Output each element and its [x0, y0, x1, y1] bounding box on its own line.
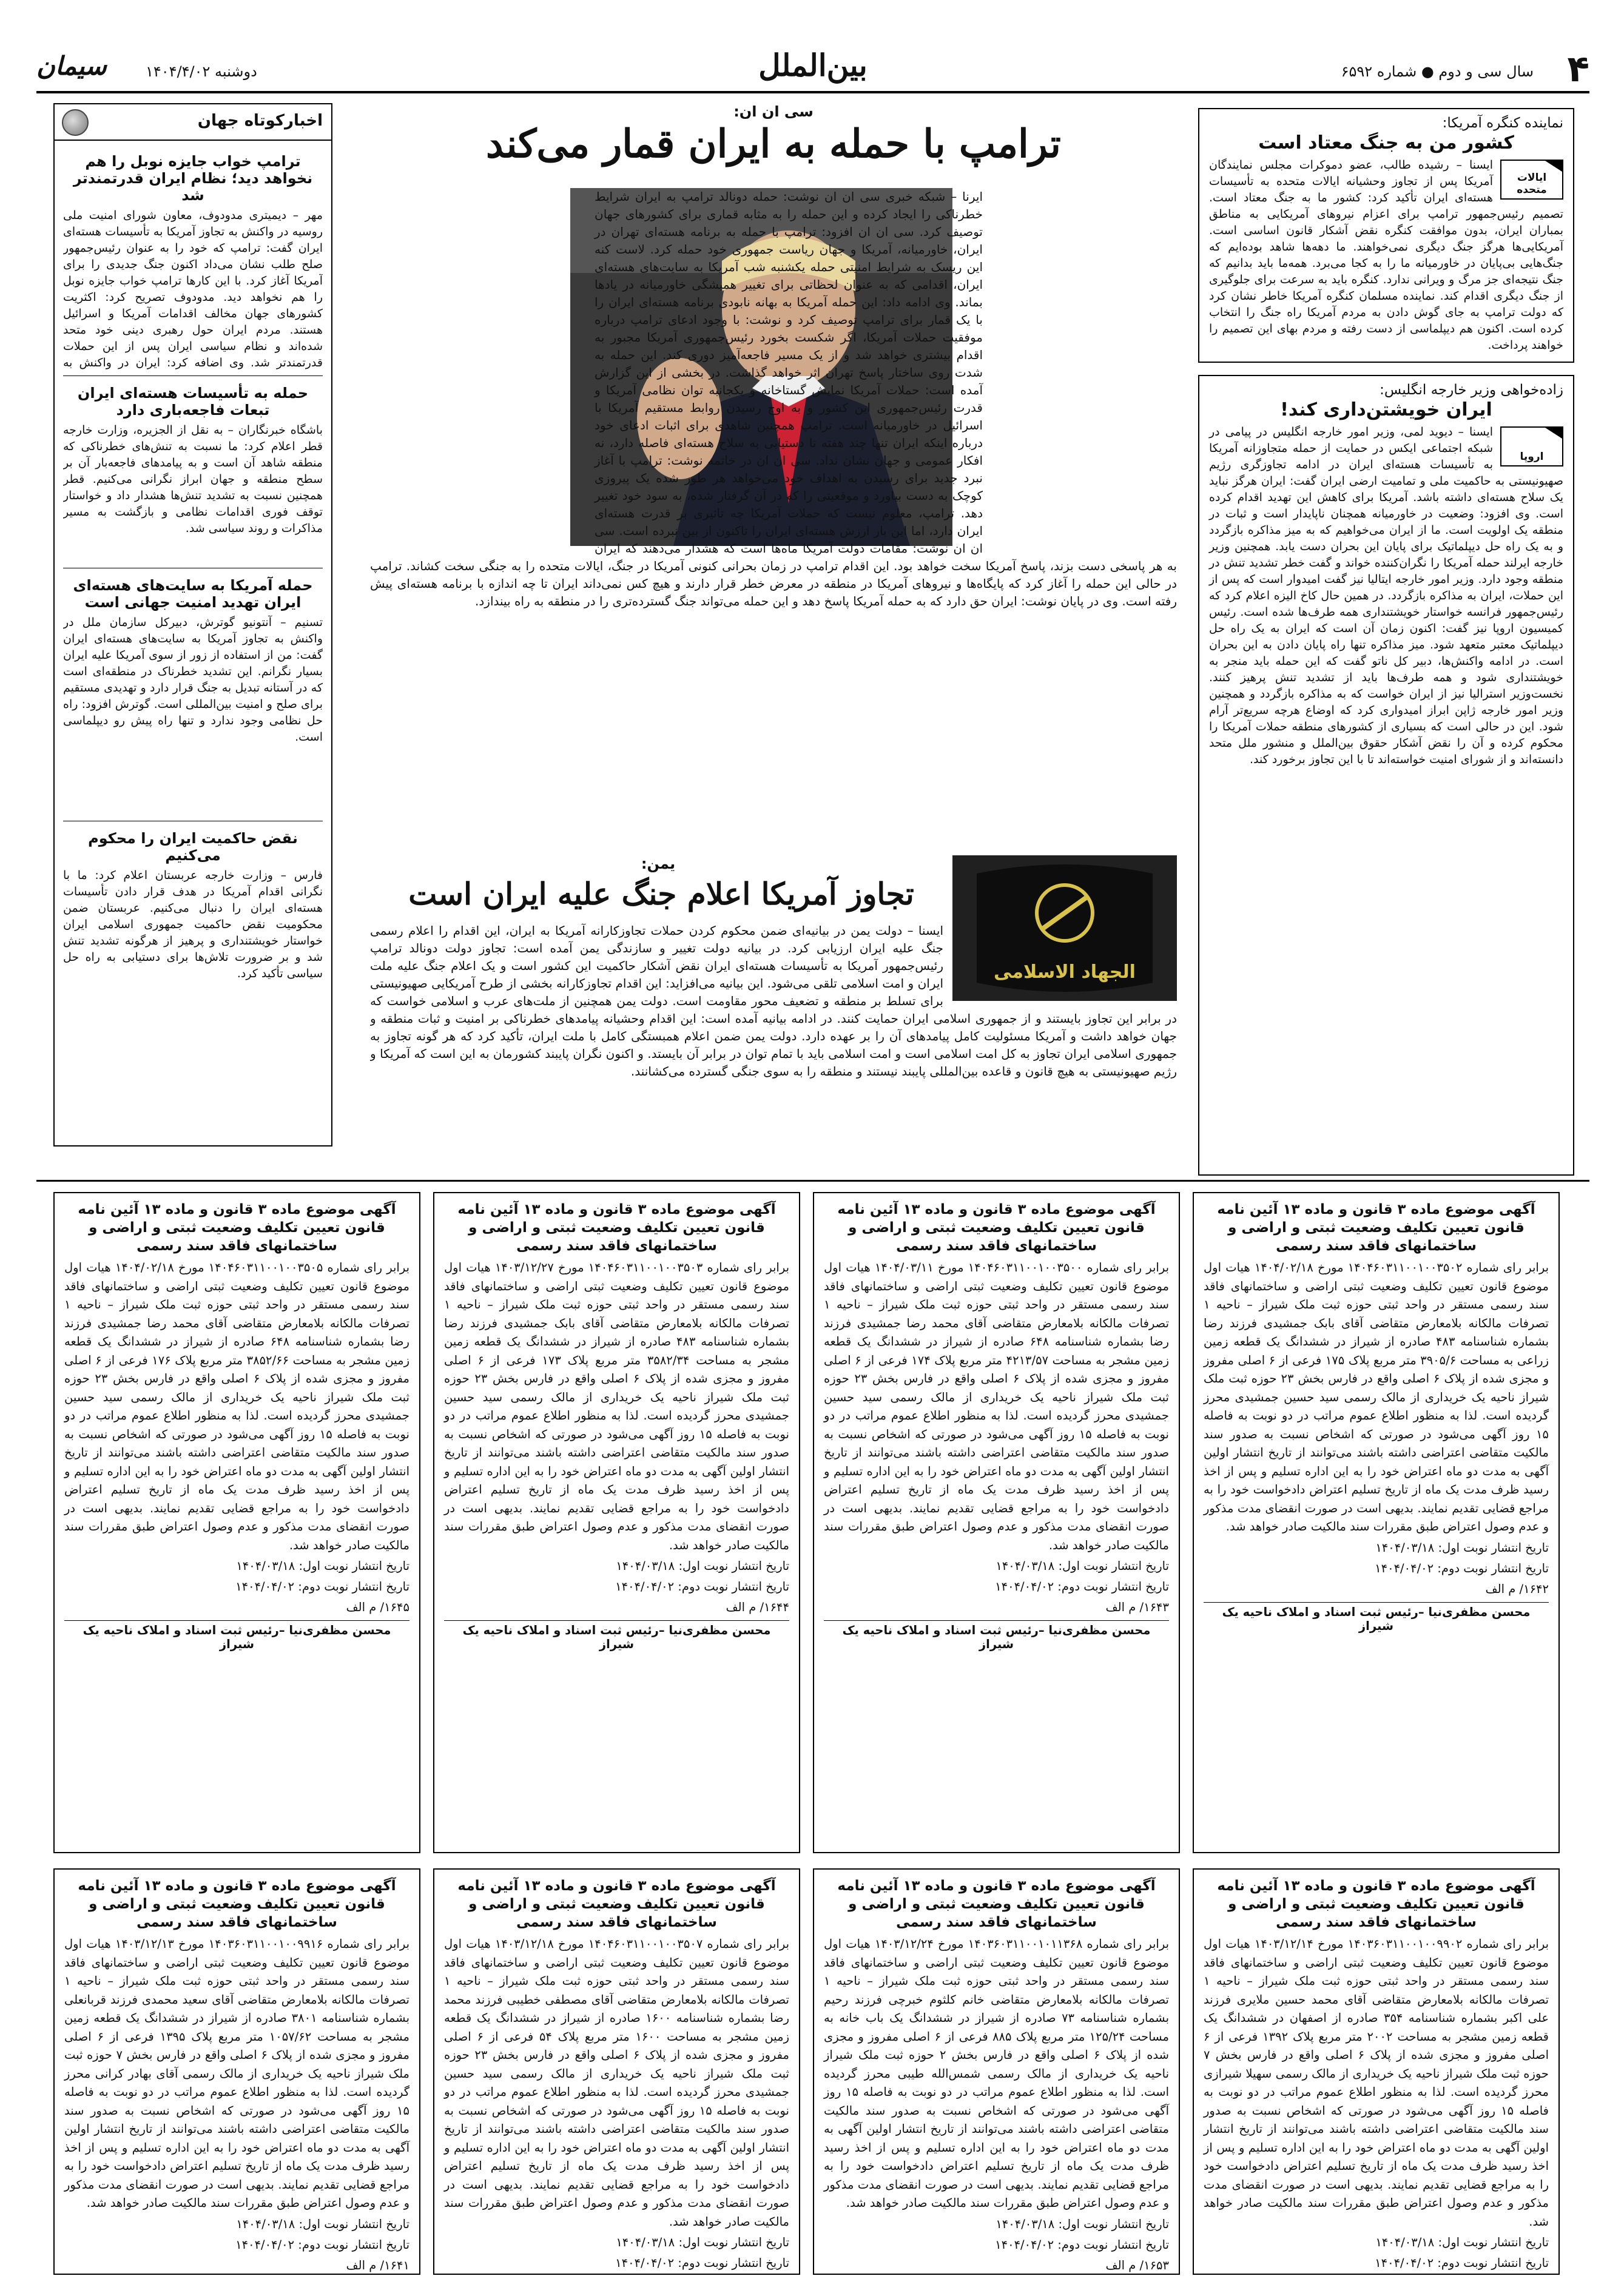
notice-date-second: تاریخ انتشار نوبت دوم: ۱۴۰۴/۰۴/۰۲ — [615, 2256, 789, 2270]
wrap-spacer-left — [370, 188, 595, 546]
notice-date-first: تاریخ انتشار نوبت اول: ۱۴۰۴/۰۳/۱۸ — [616, 2235, 789, 2249]
notice-text: برابر رای شماره ۱۴۰۴۶۰۳۱۱۰۰۱۰۰۳۵۰۰ مورخ ۱۴۰۴/۰۳/۱۱ هیات اول موضوع قانون تعیین تکلیف وضعیت ثبتی اراضی و ساختمانهای فاقد سند رسمی مستقر در واحد ثبتی حوزه ثبت ملک شیراز – ناحیه ۱ تصرفات مالکانه بلامعارض متقاضی آقای محمد رضا جمشیدی فرزند رضا بشماره شناسنامه ۶۴۸ صادره از شیراز در ششدانگ یک قطعه زمین مشجر به مساحت ۴۲۱۳/۵۷ متر مربع پلاک ۱۷۴ فرعی از ۶ اصلی مفروز و مجزی شده از پلاک ۶ اصلی واقع در فارس بخش ۲۳ حوزه ثبت ملک شیراز ناحیه یک خریداری از مالک رسمی سید حسین جمشیدی محرز گردیده است. لذا به منظور اطلاع عموم مراتب در دو نوبت به فاصله ۱۵ روز آگهی می‌شود در صورتی که اشخاص نسبت به صدور سند مالکیت متقاضی اعتراضی داشته باشند می‌توانند از تاریخ انتشار اولین آگهی به مدت دو ماه اعتراض خود را به این اداره تسلیم و پس از اخذ رسید ظرف مدت یک ماه از تاریخ تسلیم اعتراض دادخواست خود را به مراجع قضایی تقدیم نمایند. بدیهی است در صورت انقضای مدت مذکور و عدم وصول اعتراض طبق مقررات سند مالکیت صادر خواهد شد. — [824, 1261, 1170, 1552]
sidebar-item-text: مهر – دیمیتری مدودوف، معاون شورای امنیت ملی روسیه در واکنش به تجاوز آمریکا به تأسیسات هسته‌ای ایران گفت: ترامپ که خود را به عنوان رئیس‌جمهور صلح طلب نشان می‌داد اکنون جنگ جدیدی را برای آمریکا آغاز کرد. با این کارها ترامپ خواب جایزه نوبل را هم نخواهد دید. مدودوف تصریح کرد: اکثریت کشورهای جهان مخالف اقدامات آمریکا و اسرائیل هستند. مردم ایران حول رهبری دینی خود متحد شده‌اند و نظام سیاسی ایران پس از این حملات قدرتمندتر شد. وی اضافه کرد: ایران در واکنش به — [63, 209, 323, 369]
page-number: ۴ — [1567, 48, 1589, 90]
article-headline: ایران خویشتن‌داری کند! — [1280, 399, 1492, 420]
sidebar-item — [63, 573, 323, 816]
sidebar-item-title: حمله آمریکا به سایت‌های هسته‌ای ایران تهدید امنیت جهانی است — [73, 577, 313, 611]
notice-date-first: تاریخ انتشار نوبت اول: ۱۴۰۴/۰۳/۱۸ — [236, 2217, 409, 2231]
notice-date-second: تاریخ انتشار نوبت دوم: ۱۴۰۴/۰۴/۰۲ — [235, 2237, 409, 2252]
article-text: ایسنا – رشیده طالب، عضو دموکرات مجلس نمایندگان آمریکا پس از تجاوز وحشیانه ایالات متحده به تأسیسات هسته‌ای ایران تأکید کرد: کشور ما به جنگ معتاد است. تصمیم رئیس‌جمهور ترامپ برای اعزام نیروهای آمریکایی به مناطق بمباران ایران، بدون موافقت کنگره نقض آشکار قانون اساسی است. آمریکایی‌ها هرگز جنگ دیگری نمی‌خواهند. ما دهه‌ها شاهد بوده‌ایم که جنگ‌هایی بی‌پایان در خاورمیانه ما را به کجا می‌برد. همه‌ما باید بدانیم که جنگ نتیجه‌ای جز مرگ و ویرانی ندارد. کنگره باید به سرعت برای جلوگیری از جنگ دیگری اقدام کند. نماینده مسلمان کنگره آمریکا خاطر نشان کرد که دولت ترامپ به جای گوش دادن به مردم آمریکا راه جنگ را انتخاب کرده است. اکنون هم دیپلماسی از دست رفته و مردم بهای این تصمیم را خواهند پرداخت. — [1209, 158, 1563, 352]
sidebar-item-title: حمله به تأسیسات هسته‌ای ایران تبعات فاجعه‌باری دارد — [77, 385, 309, 419]
region-badge: اروپا — [1500, 426, 1563, 466]
legal-notice — [1193, 1192, 1560, 1853]
notice-text: برابر رای شماره ۱۴۰۴۶۰۳۱۱۰۰۱۰۰۳۵۰۲ مورخ ۱۴۰۴/۰۲/۱۸ هیات اول موضوع قانون تعیین تکلیف وضعیت ثبتی اراضی و ساختمانهای فاقد سند رسمی مستقر در واحد ثبتی حوزه ثبت ملک شیراز – ناحیه ۱ تصرفات مالکانه بلامعارض متقاضی آقای بابک جمشیدی فرزند رضا بشماره شناسنامه ۴۸۳ صادره از شیراز در ششدانگ یک قطعه زمین زراعی به مساحت ۳۹۰۵/۶ متر مربع پلاک ۱۷۵ فرعی از ۶ اصلی مفروز و مجزی شده از پلاک ۶ اصلی واقع در فارس بخش ۲۳ حوزه ثبت ملک شیراز ناحیه یک خریداری از مالک رسمی سید حسین جمشیدی محرز گردیده است. لذا به منظور اطلاع عموم مراتب در دو نوبت به فاصله ۱۵ روز آگهی می‌شود در صورتی که اشخاص نسبت به صدور سند مالکیت متقاضی اعتراضی داشته باشند می‌توانند از تاریخ انتشار اولین آگهی به مدت دو ماه اعتراض خود را به این اداره تسلیم و پس از اخذ رسید ظرف مدت یک ماه از تاریخ تسلیم اعتراض دادخواست خود را به مراجع قضایی تقدیم نمایند. بدیهی است در صورت انقضای مدت مذکور و عدم وصول اعتراض طبق مقررات سند مالکیت صادر خواهد شد. — [1204, 1261, 1549, 1534]
article-text: ایسنا – دیوید لمی، وزیر امور خارجه انگلیس در پیامی در شبکه اجتماعی ایکس در حمایت از حمله متجاوزانه آمریکا به تأسیسات هسته‌ای ایران در ادامه تجاوزگری رژیم صهیونیستی به حاکمیت ملی و تمامیت ارضی ایران گفت: ایران هرگز نباید یک سلاح هسته‌ای داشته باشد. آمریکا برای کاهش این تهدید اقدام کرده است. وی افزود: وضعیت در خاورمیانه همچنان ناپایدار است و ثبات در منطقه یک اولویت است. ما از ایران می‌خواهیم که به میز مذاکره بازگردد و به یک راه حل دیپلماتیک برای پایان این بحران دست یابد. همچنین وزیر خارجه ایرلند حمله آمریکا را نگران‌کننده خواند و گفت خطر تشدید تنش در منطقه وجود دارد. وزیر امور خارجه ایتالیا نیز گفت امیدوار است که پس از این حملات، ایران به مذاکره بازگردد. در همین حال کاخ الیزه اعلام کرد که رئیس‌جمهور فرانسه خواستار خویشتنداری همه طرف‌ها شده است. رئیس کمیسیون اروپا نیز گفت: اکنون زمان آن است که ایران به یک راه حل دیپلماتیک معتبر متعهد شود. میز مذاکره تنها راه پایان دادن به این بحران است. در ادامه واکنش‌ها، دبیر کل ناتو گفت که این حمله باید منجر به خویشتنداری شود و همه طرف‌ها باید از تشدید تنش پرهیز کنند. نخست‌وزیر استرالیا نیز از ایران خواست که به مذاکره بازگردد و همچنین وزیر امور خارجه ژاپن ابراز امیدواری کرد که اوضاع هرچه سریع‌تر آرام شود. این در حالی است که بسیاری از کشورهای منطقه حملات آمریکا را محکوم کرده و آن را نقض آشکار حقوق بین‌الملل و منشور ملل متحد دانسته‌اند و از شورای امنیت خواسته‌اند تا با این تجاوز برخورد کند. — [1209, 425, 1563, 766]
sidebar-item — [63, 381, 323, 563]
sidebar-title: اخبارکوتاه جهان — [197, 112, 323, 130]
arrow-icon — [1545, 428, 1562, 439]
notice-date-first: تاریخ انتشار نوبت اول: ۱۴۰۴/۰۳/۱۸ — [616, 1559, 789, 1573]
notice-date-first: تاریخ انتشار نوبت اول: ۱۴۰۴/۰۳/۱۸ — [996, 1559, 1169, 1573]
notice-title: آگهی موضوع ماده ۳ قانون و ماده ۱۳ آئین نامه قانون تعیین تکلیف وضعیت ثبتی و اراضی و ساختمانهای فاقد سند رسمی — [837, 1878, 1156, 1930]
masthead-rule — [36, 91, 1589, 93]
wrap-spacer — [943, 922, 1177, 1007]
notice-code: ۱۶۴۵/ م الف — [346, 1600, 409, 1614]
notice-title: آگهی موضوع ماده ۳ قانون و ماده ۱۳ آئین نامه قانون تعیین تکلیف وضعیت ثبتی و اراضی و ساختمانهای فاقد سند رسمی — [1217, 1202, 1535, 1254]
logo: سیمان — [36, 51, 107, 81]
section-divider — [36, 1180, 1589, 1182]
legal-notice — [813, 1192, 1180, 1853]
article-body — [370, 188, 1177, 846]
article-headline: کشور من به جنگ معتاد است — [1258, 132, 1514, 153]
photo-caption: الجهاد الاسلامی — [994, 961, 1136, 983]
notice-text: برابر رای شماره ۱۴۰۳۶۰۳۱۱۰۰۱۰۱۱۳۶۸ مورخ ۱۴۰۳/۱۲/۲۴ هیات اول موضوع قانون تعیین تکلیف وضعیت ثبتی اراضی و ساختمانهای فاقد سند رسمی مستقر در واحد ثبتی حوزه ثبت ملک شیراز – ناحیه ۱ تصرفات مالکانه بلامعارض متقاضی خانم کلثوم خبرچی فرزند رحیم بشماره شناسنامه ۷۳ صادره از شیراز در ششدانگ یک باب خانه به مساحت ۱۲۵/۲۴ متر مربع پلاک ۸۸۵ فرعی از ۶ اصلی مفروز و مجزی شده از پلاک ۶ اصلی واقع در فارس بخش ۲ حوزه ثبت ملک شیراز ناحیه یک خریداری از مالک رسمی شمس‌الله طیبی محرز گردیده است. لذا به منظور اطلاع عموم مراتب در دو نوبت به فاصله ۱۵ روز آگهی می‌شود در صورتی که اشخاص نسبت به صدور سند مالکیت متقاضی اعتراضی داشته باشند می‌توانند از تاریخ انتشار اولین آگهی به مدت دو ماه اعتراض خود را به این اداره تسلیم و پس از اخذ رسید ظرف مدت یک ماه از تاریخ تسلیم اعتراض دادخواست خود را به مراجع قضایی تقدیم نمایند. بدیهی است در صورت انقضای مدت مذکور و عدم وصول اعتراض طبق مقررات سند مالکیت صادر خواهد شد. — [824, 1937, 1170, 2210]
legal-notice — [1193, 1868, 1560, 2275]
sidebar-header — [55, 104, 331, 141]
notice-signature: محسن مظفری‌نیا –رئیس ثبت اسناد و املاک ناحیه یک شیراز — [824, 1620, 1169, 1651]
notice-text: برابر رای شماره ۱۴۰۴۶۰۳۱۱۰۰۱۰۰۳۵۰۷ مورخ ۱۴۰۳/۱۲/۱۸ هیات اول موضوع قانون تعیین تکلیف وضعیت ثبتی اراضی و ساختمانهای فاقد سند رسمی مستقر در واحد ثبتی حوزه ثبت ملک شیراز – ناحیه ۱ تصرفات مالکانه بلامعارض متقاضی آقای مصطفی خطیبی فرزند محمد رضا بشماره شناسنامه ۱۶۰۰ صادره از شیراز در ششدانگ یک قطعه زمین مشجر به مساحت ۱۶۰۰ متر مربع پلاک ۵۴ فرعی از ۶ اصلی مفروز و مجزی شده از پلاک ۶ اصلی واقع در فارس بخش ۲۳ حوزه ثبت ملک شیراز ناحیه یک خریداری از مالک رسمی سید حسین جمشیدی محرز گردیده است. لذا به منظور اطلاع عموم مراتب در دو نوبت به فاصله ۱۵ روز آگهی می‌شود در صورتی که اشخاص نسبت به صدور سند مالکیت متقاضی اعتراضی داشته باشند می‌توانند از تاریخ انتشار اولین آگهی به مدت دو ماه اعتراض خود را به این اداره تسلیم و پس از اخذ رسید ظرف مدت یک ماه از تاریخ تسلیم اعتراض دادخواست خود را به مراجع قضایی تقدیم نمایند. بدیهی است در صورت انقضای مدت مذکور و عدم وصول اعتراض طبق مقررات سند مالکیت صادر خواهد شد. — [444, 1937, 790, 2229]
region-badge: ایالات متحده — [1500, 160, 1563, 200]
sidebar-item — [63, 149, 323, 371]
notice-text: برابر رای شماره ۱۴۰۳۶۰۳۱۱۰۰۱۰۰۹۹۰۲ مورخ ۱۴۰۳/۱۲/۱۴ هیات اول موضوع قانون تعیین تکلیف وضعیت ثبتی اراضی و ساختمانهای فاقد سند رسمی مستقر در واحد ثبتی حوزه ثبت ملک شیراز – ناحیه ۱ تصرفات مالکانه بلامعارض متقاضی آقای محمد حسین ملایری فرزند علی اکبر بشماره شناسنامه ۳۵۴ صادره از اصفهان در ششدانگ یک قطعه زمین مشجر به مساحت ۲۰۰۲ متر مربع پلاک ۱۳۹۲ فرعی از ۶ اصلی مفروز و مجزی شده از پلاک ۶ اصلی واقع در فارس بخش ۷ حوزه ثبت ملک شیراز ناحیه یک خریداری از مالک رسمی سهیلا شیرازی محرز گردیده است. لذا به منظور اطلاع عموم مراتب در دو نوبت به فاصله ۱۵ روز آگهی می‌شود در صورتی که اشخاص نسبت به صدور سند مالکیت متقاضی اعتراضی داشته باشند می‌توانند از تاریخ انتشار اولین آگهی به مدت دو ماه اعتراض خود را به این اداره تسلیم و پس از اخذ رسید ظرف مدت یک ماه از تاریخ تسلیم اعتراض دادخواست خود را به مراجع قضایی تقدیم نمایند. بدیهی است در صورت انقضای مدت مذکور و عدم وصول اعتراض طبق مقررات سند مالکیت صادر خواهد شد. — [1204, 1937, 1549, 2229]
sidebar-item-text: باشگاه خبرنگاران – به نقل از الجزیره، وزارت خارجه قطر اعلام کرد: ما نسبت به تنش‌های خطرناکی که منطقه شاهد آن است و به پیامدهای فاجعه‌بار آن بر سطح منطقه و جهان ابراز نگرانی می‌کنیم. قطر همچنین نسبت به تشدید تنش‌ها هشدار داد و خواستار توقف فوری اقدامات نظامی و بازگشت به مسیر مذاکرات و روند سیاسی شد. — [63, 423, 323, 535]
article-text: ایرنا – شبکه خبری سی ان ان نوشت: حمله دونالد ترامپ به ایران شرایط خطرناکی را ایجاد کرده و این حمله را به مثابه قماری برای کشورهای جهان توصیف کرد. سی ان ان افزود: ترامپ با حمله به برنامه هسته‌ای تهران در ایران، خاورمیانه، آمریکا و جهان ریاست جمهوری خود حمله کرد. لاست کنه این ریسک به شرایط امنیتی حمله یکشنبه شب آمریکا به سایت‌های هسته‌ای ایران، اقدامی که به عنوان لحظاتی برای تغییر همیشگی خاورمیانه در یادها بماند. وی ادامه داد: این حمله آمریکا به بهانه نابودی برنامه هسته‌ای ایران را با یک قمار برای ترامپ توصیف کرد و نوشت: با وجود ادعای ترامپ درباره موفقیت حملات آمریکا، اگر شکست بخورد رئیس‌جمهوری آمریکا مجبور به اقدام بیشتری خواهد شد و از یک مسیر فاجعه‌آمیز دوری کند. این حمله به شدت روی ساختار پاسخ تهران اثر خواهد گذاشت. در بخشی از این گزارش آمده است: حملات آمریکا نمایش گستاخانه و یکجانبه توان نظامی آمریکا و قدرت رئیس‌جمهوری این کشور و به اوج رسیدن روابط مستقیم آمریکا با اسرائیل در خاورمیانه است. ترامپ همچنین شاهدی برای اثبات ادعای خود درباره اینکه ایران تنها چند هفته تا دستیابی به سلاح هسته‌ای فاصله دارد، نه افکار عمومی و جهان نشان نداد. سی ان ان در خاتمه نوشت: ترامپ با آغاز نبرد جدید برای رسیدن به اهداف خود می‌خواهد هر طور شده یک پیروزی کوچک به دست بیاورد و موقعیتی را که در آن گرفتار شده، به سود خود تغییر دهد. ترامپ، معلوم نیست که حملات آمریکا چه تاثیری بر قدرت هسته‌ای ایران دارد، اما این بار ارزش هسته‌ای ایران را تاکنون از بین نبرده است. سی ان ان نوشت: مقامات دولت آمریکا ماه‌ها است که هشدار می‌دهند که ایران به هر پاسخی دست بزند، پاسخ آمریکا سخت خواهد بود. این اقدام ترامپ در زمان بحرانی کنونی آمریکا در جنگ، ایالات متحده را به جنگی سخت کشاند. ترامپ در حالی این حمله را آغاز کرد که پایگاه‌ها و نیروهای آمریکا در منطقه در معرض خطر قرار دارند و هیچ کس نمی‌داند ایران تا چه اندازه با برنامه هسته‌ای پیش رفته است. وی در پایان نوشت: ایران حق دارد که به حمله آمریکا پاسخ دهد و این حمله می‌تواند جنگ گسترده‌تری را در منطقه به راه بیندازد. — [370, 189, 1177, 608]
notice-signature: محسن مظفری‌نیا –رئیس ثبت اسناد و املاک ناحیه یک شیراز — [444, 1620, 789, 1651]
masthead — [36, 47, 1589, 90]
notice-code: ۱۶۴۲/ م الف — [1485, 1581, 1549, 1596]
notice-date-second: تاریخ انتشار نوبت دوم: ۱۴۰۴/۰۴/۰۲ — [1375, 1561, 1549, 1575]
issue-info: سال سی و دوم ● شماره ۶۵۹۲ — [1341, 63, 1534, 80]
globe-icon — [62, 109, 89, 136]
wrap-spacer-right — [983, 188, 1177, 546]
notice-title: آگهی موضوع ماده ۳ قانون و ماده ۱۳ آئین نامه قانون تعیین تکلیف وضعیت ثبتی و اراضی و ساختمانهای فاقد سند رسمی — [457, 1878, 776, 1930]
legal-notice — [53, 1868, 420, 2275]
notice-text: برابر رای شماره ۱۴۰۳۶۰۳۱۱۰۰۱۰۰۹۹۱۶ مورخ ۱۴۰۳/۱۲/۱۳ هیات اول موضوع قانون تعیین تکلیف وضعیت ثبتی اراضی و ساختمانهای فاقد سند رسمی مستقر در واحد ثبتی حوزه ثبت ملک شیراز – ناحیه ۱ تصرفات مالکانه بلامعارض متقاضی آقای سعید محمدی فرزند قربانعلی بشماره شناسنامه ۳۸۰۱ صادره از شیراز در ششدانگ یک قطعه زمین مشجر به مساحت ۱۰۵۷/۶۲ متر مربع پلاک ۱۳۹۵ فرعی از ۶ اصلی مفروز و مجزی شده از پلاک ۶ اصلی واقع در فارس بخش ۷ حوزه ثبت ملک شیراز ناحیه یک خریداری از مالک رسمی آقای بهادر کرانی محرز گردیده است. لذا به منظور اطلاع عموم مراتب در دو نوبت به فاصله ۱۵ روز آگهی می‌شود در صورتی که اشخاص نسبت به صدور سند مالکیت متقاضی اعتراضی داشته باشند می‌توانند از تاریخ انتشار اولین آگهی به مدت دو ماه اعتراض خود را به این اداره تسلیم و پس از اخذ رسید ظرف مدت یک ماه از تاریخ تسلیم اعتراض دادخواست خود را به مراجع قضایی تقدیم نمایند. بدیهی است در صورت انقضای مدت مذکور و عدم وصول اعتراض طبق مقررات سند مالکیت صادر خواهد شد. — [64, 1937, 410, 2210]
notice-title: آگهی موضوع ماده ۳ قانون و ماده ۱۳ آئین نامه قانون تعیین تکلیف وضعیت ثبتی و اراضی و ساختمانهای فاقد سند رسمی — [837, 1202, 1156, 1254]
date: دوشنبه ۱۴۰۴/۴/۰۲ — [146, 63, 257, 80]
article-text: ایسنا – دولت یمن در بیانیه‌ای ضمن محکوم کردن حملات تجاوزکارانه آمریکا به ایران، این اقدام را اعلام رسمی جنگ علیه ایران ارزیابی کرد. در بیانیه دولت تغییر و سازندگی یمن آمده است: تجاوز دولت دونالد ترامپ رئیس‌جمهور آمریکا به تأسیسات هسته‌ای ایران نقض آشکار حاکمیت این کشور است و یک اعلام جنگ علیه ملت ایران و امت اسلامی تلقی می‌شود. این بیانیه می‌افزاید: این اقدام تجاوزکارانه بخشی از طرح آمریکایی صهیونیستی برای تسلط بر منطقه و تضعیف محور مقاومت است. دولت یمن همچنین از ملت‌های عرب و اسلامی خواست که در برابر این تجاوز بایستند و از جمهوری اسلامی ایران حمایت کنند. در ادامه بیانیه آمده است: این اقدام وحشیانه پیامدهای خطرناکی بر امنیت و ثبات منطقه و جهان خواهد داشت و آمریکا مسئولیت کامل پیامدهای آن را بر عهده دارد. دولت یمن ضمن اعلام همبستگی کامل با ملت ایران، تأکید کرد که هر گونه تجاوز به جمهوری اسلامی ایران تجاوز به کل امت اسلامی است و امت اسلامی باید با تمام توان در برابر آن بایستد. و اکنون نگران پایبند کشورمان به این است که آمریکا و رژیم صهیونیستی به هیچ قانون و قاعده بین‌المللی پایبند نیستند و منطقه را به سوی جنگی گسترده می‌کشانند. — [370, 923, 1177, 1079]
article-headline: ترامپ با حمله به ایران قمار می‌کند — [486, 121, 1061, 167]
notice-text: برابر رای شماره ۱۴۰۴۶۰۳۱۱۰۰۱۰۰۳۵۰۳ مورخ ۱۴۰۳/۱۲/۲۷ هیات اول موضوع قانون تعیین تکلیف وضعیت ثبتی اراضی و ساختمانهای فاقد سند رسمی مستقر در واحد ثبتی حوزه ثبت ملک شیراز – ناحیه ۱ تصرفات مالکانه بلامعارض متقاضی آقای بابک جمشیدی فرزند رضا بشماره شناسنامه ۴۸۳ صادره از شیراز در ششدانگ یک قطعه زمین مشجر به مساحت ۳۵۸۲/۳۴ متر مربع پلاک ۱۷۳ فرعی از ۶ اصلی مفروز و مجزی شده از پلاک ۶ اصلی واقع در فارس بخش ۲۳ حوزه ثبت ملک شیراز ناحیه یک خریداری از مالک رسمی سید حسین جمشیدی محرز گردیده است. لذا به منظور اطلاع عموم مراتب در دو نوبت به فاصله ۱۵ روز آگهی می‌شود در صورتی که اشخاص نسبت به صدور سند مالکیت متقاضی اعتراضی داشته باشند می‌توانند از تاریخ انتشار اولین آگهی به مدت دو ماه اعتراض خود را به این اداره تسلیم و پس از اخذ رسید ظرف مدت یک ماه از تاریخ تسلیم اعتراض دادخواست خود را به مراجع قضایی تقدیم نمایند. بدیهی است در صورت انقضای مدت مذکور و عدم وصول اعتراض طبق مقررات سند مالکیت صادر خواهد شد. — [444, 1261, 790, 1552]
notice-title: آگهی موضوع ماده ۳ قانون و ماده ۱۳ آئین نامه قانون تعیین تکلیف وضعیت ثبتی و اراضی و ساختمانهای فاقد سند رسمی — [78, 1202, 396, 1254]
right-article-uk — [1198, 375, 1574, 1176]
arrow-icon — [1545, 161, 1562, 172]
article-body — [370, 922, 1177, 1171]
sidebar-item-text: فارس – وزارت خارجه عربستان اعلام کرد: ما با نگرانی اقدام آمریکا در هدف قرار دادن تأسیسات هسته‌ای ایران را دنبال می‌کنیم. عربستان ضمن محکومیت نقض حاکمیت جمهوری اسلامی ایران خواستار خویشتنداری و پرهیز از هرگونه تشدید تنش شد و بر ضرورت تلاش‌ها برای دستیابی به راه حل سیاسی تأکید کرد. — [63, 869, 323, 980]
legal-notice — [53, 1192, 420, 1853]
article-kicker: زاده‌خواهی وزیر خارجه انگلیس: — [1380, 382, 1563, 398]
notice-code: ۱۶۴۳/ م الف — [1105, 1600, 1169, 1614]
legal-notice — [433, 1868, 800, 2275]
notice-date-first: تاریخ انتشار نوبت اول: ۱۴۰۴/۰۳/۱۸ — [236, 1559, 409, 1573]
article-headline: تجاوز آمریکا اعلام جنگ علیه ایران است — [408, 876, 914, 912]
notice-date-second: تاریخ انتشار نوبت دوم: ۱۴۰۴/۰۴/۰۲ — [235, 1580, 409, 1594]
notice-date-second: تاریخ انتشار نوبت دوم: ۱۴۰۴/۰۴/۰۲ — [995, 2237, 1169, 2252]
notice-date-first: تاریخ انتشار نوبت اول: ۱۴۰۴/۰۳/۱۸ — [996, 2217, 1169, 2231]
notice-date-first: تاریخ انتشار نوبت اول: ۱۴۰۴/۰۳/۱۸ — [1375, 2235, 1549, 2249]
main-article — [370, 103, 1177, 849]
notice-title: آگهی موضوع ماده ۳ قانون و ماده ۱۳ آئین نامه قانون تعیین تکلیف وضعیت ثبتی و اراضی و ساختمانهای فاقد سند رسمی — [78, 1878, 396, 1930]
legal-notice — [433, 1192, 800, 1853]
notice-text: برابر رای شماره ۱۴۰۴۶۰۳۱۱۰۰۱۰۰۳۵۰۵ مورخ ۱۴۰۴/۰۲/۱۸ هیات اول موضوع قانون تعیین تکلیف وضعیت ثبتی اراضی و ساختمانهای فاقد سند رسمی مستقر در واحد ثبتی حوزه ثبت ملک شیراز – ناحیه ۱ تصرفات مالکانه بلامعارض متقاضی آقای محمد رضا جمشیدی فرزند رضا بشماره شناسنامه ۶۴۸ صادره از شیراز در ششدانگ یک قطعه زمین مشجر به مساحت ۳۸۵۲/۶۶ متر مربع پلاک ۱۷۶ فرعی از ۶ اصلی مفروز و مجزی شده از پلاک ۶ اصلی واقع در فارس بخش ۲۳ حوزه ثبت ملک شیراز ناحیه یک خریداری از مالک رسمی سید حسین جمشیدی محرز گردیده است. لذا به منظور اطلاع عموم مراتب در دو نوبت به فاصله ۱۵ روز آگهی می‌شود در صورتی که اشخاص نسبت به صدور سند مالکیت متقاضی اعتراضی داشته باشند می‌توانند از تاریخ انتشار اولین آگهی به مدت دو ماه اعتراض خود را به این اداره تسلیم و پس از اخذ رسید ظرف مدت یک ماه از تاریخ تسلیم اعتراض دادخواست خود را به مراجع قضایی تقدیم نمایند. بدیهی است در صورت انقضای مدت مذکور و عدم وصول اعتراض طبق مقررات سند مالکیت صادر خواهد شد. — [64, 1261, 410, 1552]
article-kicker: سی ان ان: — [733, 103, 814, 120]
article-kicker: نماینده کنگره آمریکا: — [1442, 115, 1563, 131]
notice-signature: محسن مظفری‌نیا –رئیس ثبت اسناد و املاک ناحیه یک شیراز — [1204, 1602, 1549, 1633]
sidebar-item-title: نقض حاکمیت ایران را محکوم می‌کنیم — [88, 830, 298, 864]
notice-code: ۱۶۴۱/ م الف — [346, 2258, 409, 2272]
sidebar-item — [63, 826, 323, 1057]
yemen-article — [370, 855, 1177, 1171]
sidebar-short-news — [53, 103, 332, 1146]
notice-date-second: تاریخ انتشار نوبت دوم: ۱۴۰۴/۰۴/۰۲ — [1375, 2256, 1549, 2270]
notice-date-first: تاریخ انتشار نوبت اول: ۱۴۰۴/۰۳/۱۸ — [1375, 1540, 1549, 1555]
section-title: بین‌الملل — [758, 47, 868, 83]
sidebar-item-text: تسنیم – آنتونیو گوترش، دبیرکل سازمان ملل در واکنش به تجاوز آمریکا به سایت‌های هسته‌ای ایران گفت: من از استفاده از زور از سوی آمریکا علیه ایران بسیار نگرانم. این تشدید خطرناک در منطقه‌ای است که در آستانه تبدیل به جنگ قرار دارد و تهدیدی مستقیم برای صلح و امنیت بین‌المللی است. گوترش افزود: راه حل نظامی وجود ندارد و تنها راه پیش رو دیپلماسی است. — [63, 616, 323, 744]
notice-signature: محسن مظفری‌نیا –رئیس ثبت اسناد و املاک ناحیه یک شیراز — [64, 1620, 409, 1651]
notice-title: آگهی موضوع ماده ۳ قانون و ماده ۱۳ آئین نامه قانون تعیین تکلیف وضعیت ثبتی و اراضی و ساختمانهای فاقد سند رسمی — [457, 1202, 776, 1254]
sidebar-item-title: ترامپ خواب جایزه نوبل را هم نخواهد دید؛ نظام ایران قدرتمندتر شد — [73, 153, 313, 204]
notice-title: آگهی موضوع ماده ۳ قانون و ماده ۱۳ آئین نامه قانون تعیین تکلیف وضعیت ثبتی و اراضی و ساختمانهای فاقد سند رسمی — [1217, 1878, 1535, 1930]
article-kicker: یمن: — [641, 855, 676, 872]
notice-code: ۱۶۵۳/ م الف — [1105, 2258, 1169, 2272]
notice-code: ۱۶۴۴/ م الف — [726, 1600, 789, 1614]
right-article-congress — [1198, 108, 1574, 363]
legal-notice — [813, 1868, 1180, 2275]
notice-date-second: تاریخ انتشار نوبت دوم: ۱۴۰۴/۰۴/۰۲ — [995, 1580, 1169, 1594]
notice-date-second: تاریخ انتشار نوبت دوم: ۱۴۰۴/۰۴/۰۲ — [615, 1580, 789, 1594]
